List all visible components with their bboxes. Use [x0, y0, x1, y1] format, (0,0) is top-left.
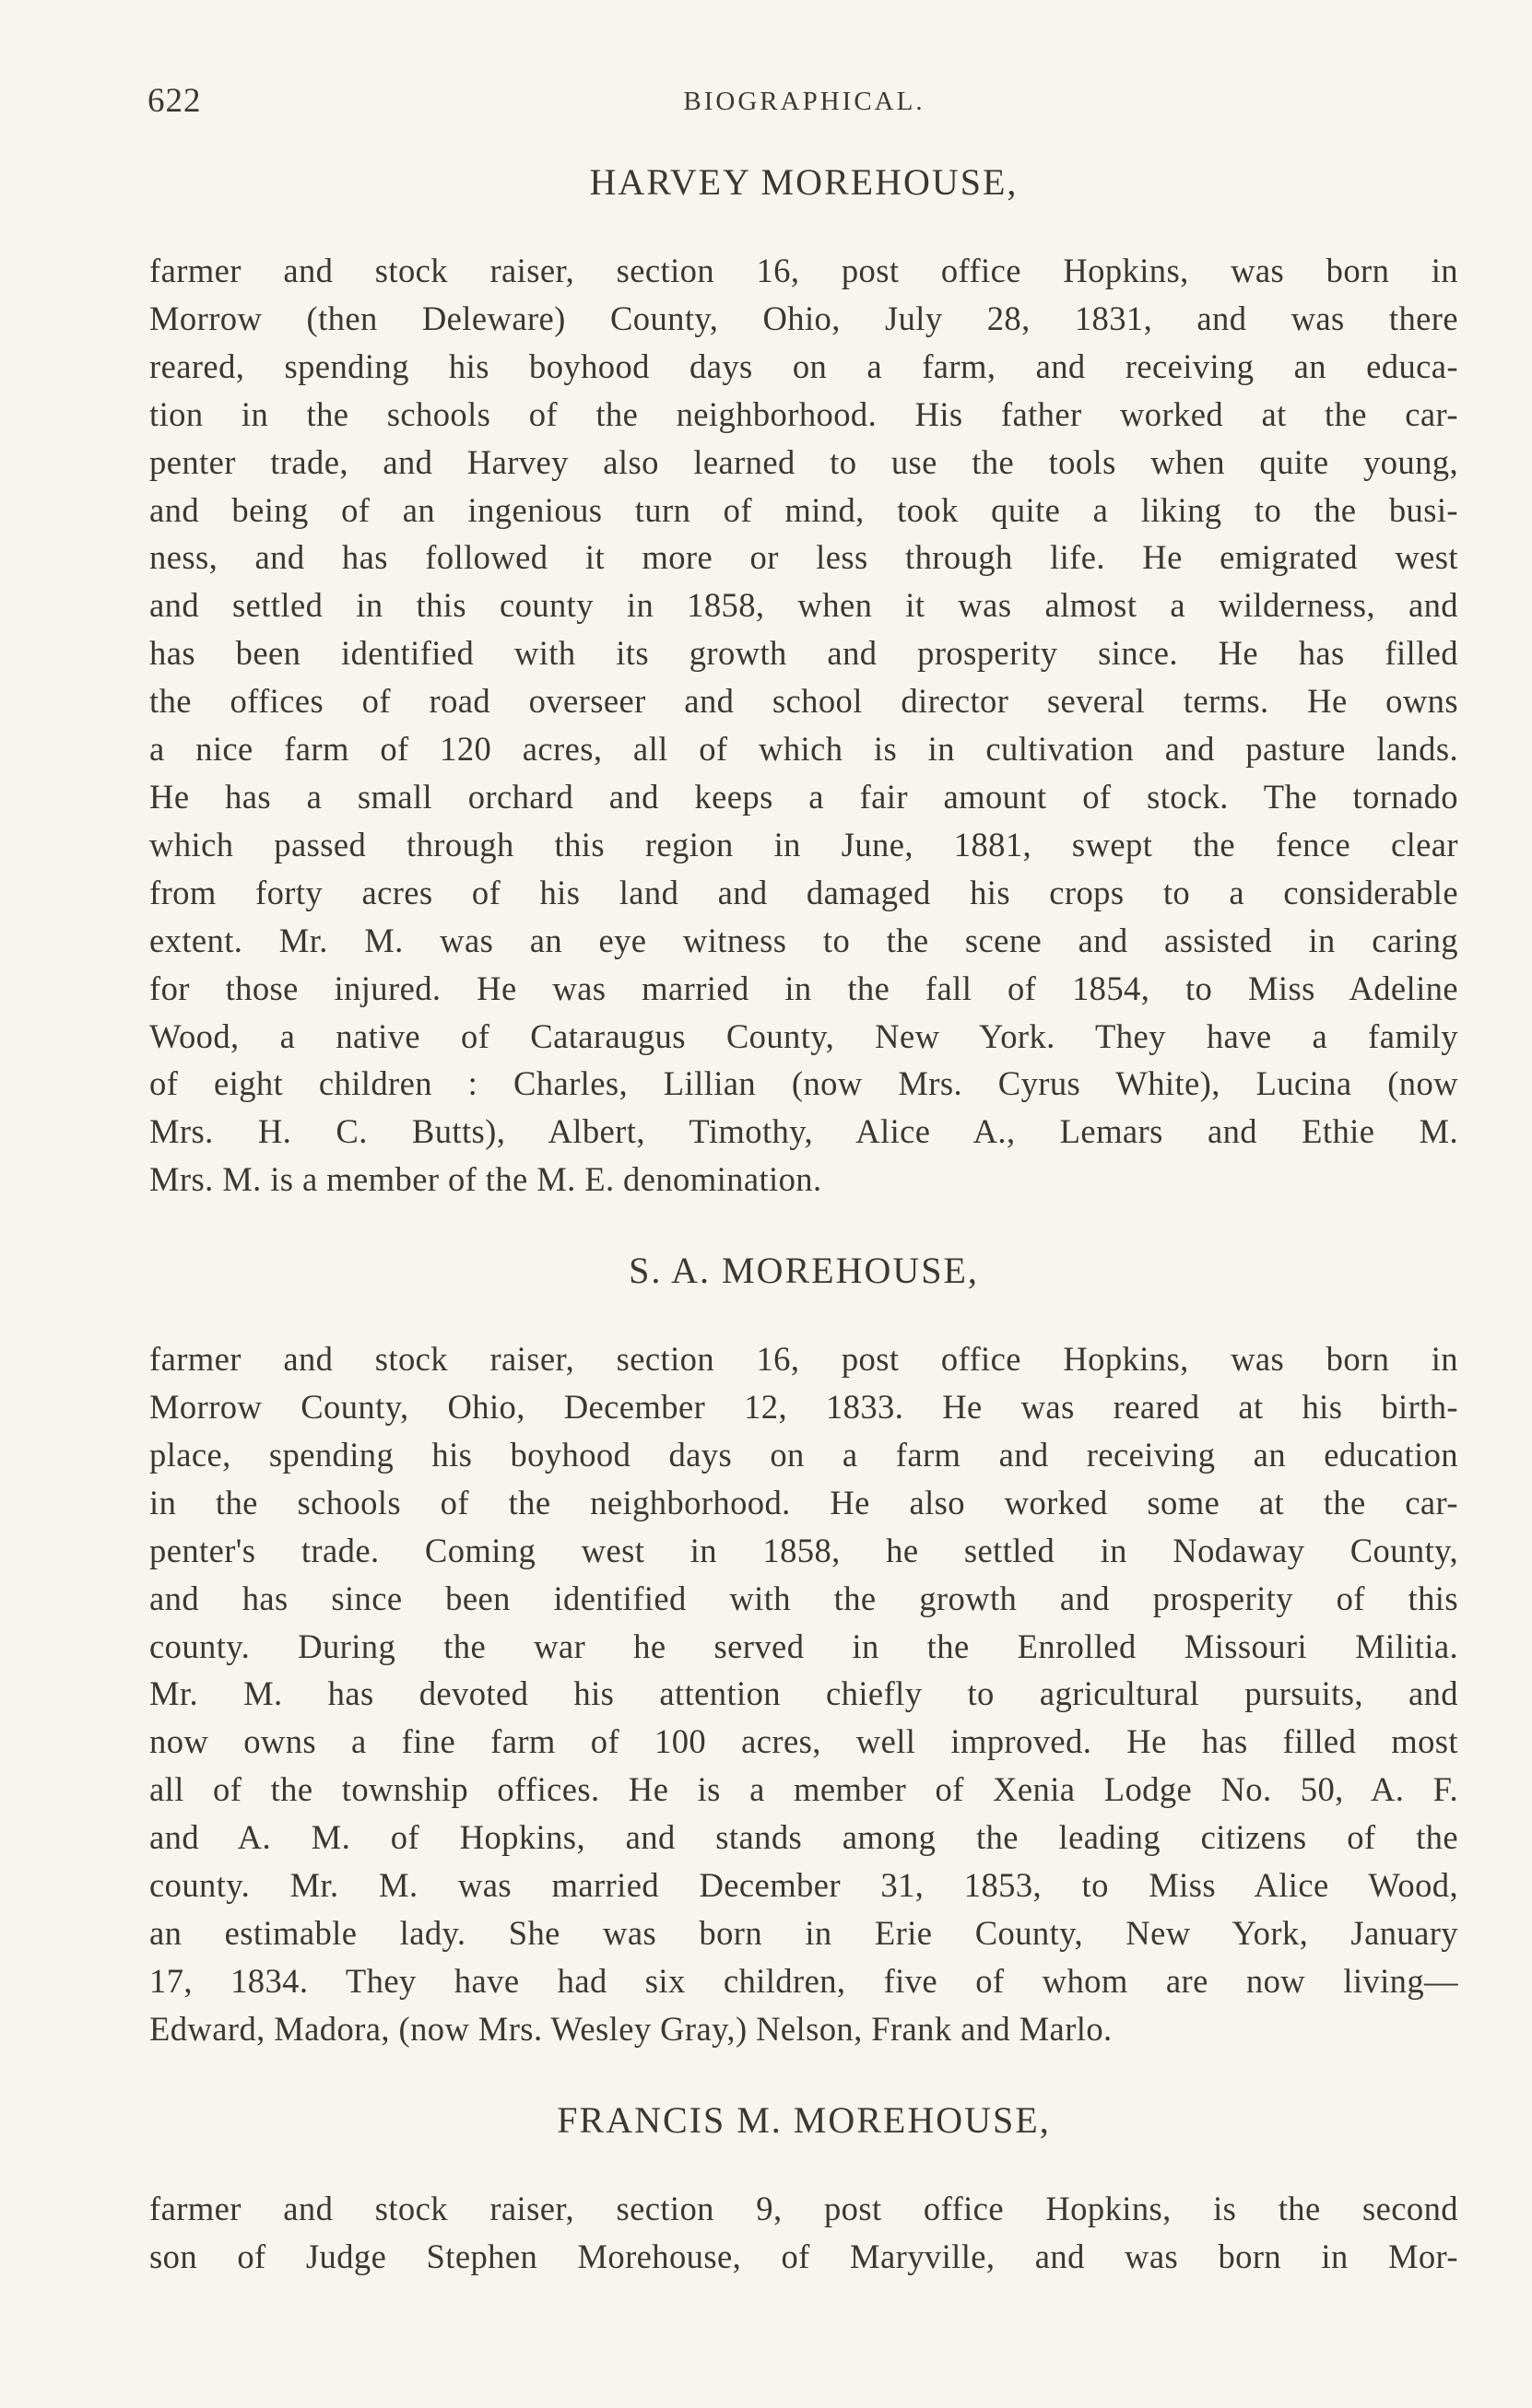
text-line: county. During the war he served in the Enrolled Missouri Militia.: [149, 1627, 1458, 1665]
text-line: county. Mr. M. was married December 31, 1853, to Miss Alice Wood,: [149, 1866, 1458, 1905]
text-line: penter trade, and Harvey also learned to use the tools when quite young,: [149, 442, 1458, 481]
entry-body: [149, 247, 1458, 1204]
text-line: son of Judge Stephen Morehouse, of Maryville, and was born in Mor-: [149, 2237, 1458, 2275]
biography-entry: [149, 2095, 1458, 2281]
text-line: ness, and has followed it more or less through life. He emigrated west: [149, 538, 1458, 577]
entry-heading: FRANCIS M. MOREHOUSE,: [557, 2098, 1051, 2141]
entry-heading: S. A. MOREHOUSE,: [629, 1250, 979, 1292]
text-line: He has a small orchard and keeps a fair amount of stock. The tornado: [149, 777, 1458, 816]
text-line: of eight children : Charles, Lillian (now Mrs. Cyrus White), Lucina (now: [149, 1064, 1458, 1103]
text-line: an estimable lady. She was born in Erie County, New York, January: [149, 1914, 1458, 1952]
page-content: [149, 157, 1458, 2281]
text-line: and settled in this county in 1858, when it was almost a wilderness, and: [149, 586, 1458, 625]
entry-body: [149, 2185, 1458, 2281]
text-line: a nice farm of 120 acres, all of which is in cultivation and pasture lands.: [149, 730, 1458, 769]
text-line: and has since been identified with the growth and prosperity of this: [149, 1579, 1458, 1617]
text-line: which passed through this region in June, 1881, swept the fence clear: [149, 825, 1458, 863]
text-line: from forty acres of his land and damaged his crops to a considerable: [149, 873, 1458, 911]
text-line: Morrow County, Ohio, December 12, 1833. He was reared at his birth-: [149, 1388, 1458, 1427]
running-title: BIOGRAPHICAL.: [683, 87, 925, 116]
text-line: place, spending his boyhood days on a farm and receiving an education: [149, 1435, 1458, 1474]
text-line: and A. M. of Hopkins, and stands among the leading citizens of the: [149, 1818, 1458, 1857]
text-line: and being of an ingenious turn of mind, took quite a liking to the busi-: [149, 490, 1458, 529]
text-line: farmer and stock raiser, section 9, post office Hopkins, is the second: [149, 2189, 1458, 2227]
text-line: has been identified with its growth and prosperity since. He has filled: [149, 634, 1458, 673]
text-line: farmer and stock raiser, section 16, post office Hopkins, was born in: [149, 1340, 1458, 1379]
text-line: for those injured. He was married in the fall of 1854, to Miss Adeline: [149, 969, 1458, 1007]
text-line: tion in the schools of the neighborhood. His father worked at the car-: [149, 394, 1458, 433]
text-line: 17, 1834. They have had six children, five of whom are now living—: [149, 1961, 1458, 2000]
text-line: extent. Mr. M. was an eye witness to the scene and assisted in caring: [149, 921, 1458, 959]
text-line: the offices of road overseer and school director several terms. He owns: [149, 682, 1458, 721]
text-line: Wood, a native of Cataraugus County, New York. They have a family: [149, 1016, 1458, 1055]
text-line: farmer and stock raiser, section 16, post office Hopkins, was born in: [149, 252, 1458, 289]
text-line: in the schools of the neighborhood. He also worked some at the car-: [149, 1483, 1458, 1521]
page-number: 622: [147, 82, 202, 120]
biography-entry: [149, 1245, 1458, 2053]
text-line: Mr. M. has devoted his attention chiefly to agricultural pursuits, and: [149, 1674, 1458, 1713]
text-line: now owns a fine farm of 100 acres, well improved. He has filled most: [149, 1722, 1458, 1761]
text-line: all of the township offices. He is a member of Xenia Lodge No. 50, A. F.: [149, 1770, 1458, 1809]
text-line: Morrow (then Deleware) County, Ohio, July 28, 1831, and was there: [149, 299, 1458, 337]
running-head: [147, 81, 1456, 127]
text-line: Edward, Madora, (now Mrs. Wesley Gray,) Nelson, Frank and Marlo.: [149, 2009, 1113, 2048]
biography-entry: [149, 157, 1458, 1204]
entry-body: [149, 1335, 1458, 2053]
text-line: Mrs. H. C. Butts), Albert, Timothy, Alice A., Lemars and Ethie M.: [149, 1112, 1458, 1151]
text-line: reared, spending his boyhood days on a farm, and receiving an educa-: [149, 347, 1458, 385]
entry-heading: HARVEY MOREHOUSE,: [589, 161, 1019, 203]
text-line: penter's trade. Coming west in 1858, he settled in Nodaway County,: [149, 1531, 1458, 1569]
text-line: Mrs. M. is a member of the M. E. denomination.: [149, 1160, 822, 1199]
